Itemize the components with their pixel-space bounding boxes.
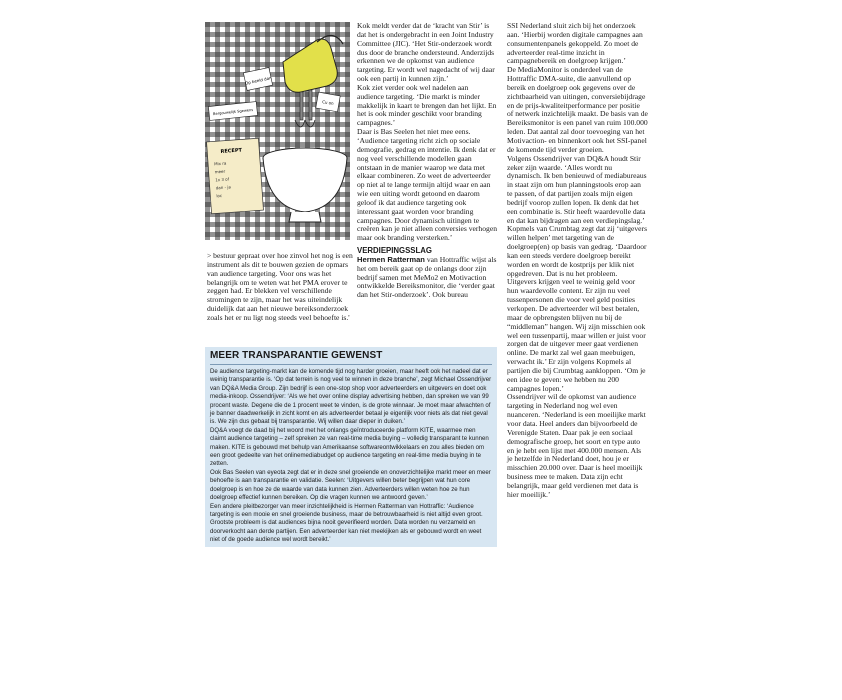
svg-text:Mix ra: Mix ra <box>213 160 227 167</box>
svg-text:dan - ja: dan - ja <box>215 184 231 191</box>
paragraph: Kopmels van Crumbtag zegt dat zij ‘uitgevers willen helpen’ met targeting van de doelgroep(en) op basis van gedrag. ‘Daardoor kan een steeds verdere doelgroep bereikt worden en wordt de kostprijs per klik niet opgedreven. Dat is nu het probleem. Uitgevers krijgen veel te weinig geld voor hun waardevolle content. Er zijn nu veel tussenpersonen die voor veel geld posities verkopen. De adverteerder wil best betalen, maar de opbrengsten blijven nu bij de “middleman” hangen. Wij zijn misschien ook wel een tussenpartij, maar willen er juist voor zorgen dat de uitgever meer gaat verdienen online. De markt zal wel gaan meebuigen, verwacht ik.’ Er zijn volgens Kopmels al partijen die bij Crumbtag aankloppen. ‘Om je een idee te geven: we hebben nu 200 campagnes lopen.’ <box>507 224 648 393</box>
box-title: MEER TRANSPARANTIE GEWENST <box>210 350 492 365</box>
svg-text:Op beeld dan: Op beeld dan <box>244 75 272 86</box>
paragraph: Kok ziet verder ook wel nadelen aan audience targeting. ‘Die markt is minder makkelijk in kaart te brengen dan het lijkt. En het is ook minder geschikt voor branding campagnes.’ <box>357 82 497 128</box>
svg-text:Cu on: Cu on <box>321 99 335 106</box>
box-paragraph: Een andere pleitbezorger van meer inzichtelijkheid is Hermen Ratterman van Hottraffic: ‘Audience targeting is een mooie en snel groeiende business, maar de betrouwbaarheid is niet altijd even groot. Grootste probleem is dat audiences bijna nooit geverifieerd worden. Data worden nu verzameld en doorverkocht aan derde partijen. Een adverteerder kan niet meekijken als er gebouwd wordt en weet niet of de goede audience wel wordt bereikt.’ <box>210 502 483 544</box>
subheading: VERDIEPINGSSLAG <box>357 246 432 256</box>
paragraph <box>357 256 497 300</box>
paragraph: > bestuur gepraat over hoe zinvol het nog is een instrument als dit te bouwen gezien de opmars van audience targeting. Voor ons was het belangrijk om te weten wat het PMA erover te zeggen had. Er blekken vel verschillende stromingen te zijn, maar het was uiteindelijk duidelijk dat aan het nieuwe bereiksonderzoek zoals het er nu ligt nog steeds veel behoefte is.' <box>207 251 353 322</box>
sticker-right <box>316 92 340 112</box>
article-column-left <box>207 252 353 323</box>
box-paragraph: DQ&A voegt de daad bij het woord met het onlangs geïntroduceerde platform KITE, waarmee men claimt audience targeting – zelf spreken ze van real-time media buying – volledig transparant te kunnen maken. KITE is gebouwd met behulp van Amerikaanse softwareontwikkelaars en zou alles bieden om een groot gedeelte van het onlinemediabudget op audience targeting en real-time media buying in te zetten. <box>210 426 489 468</box>
paragraph: SSI Nederland sluit zich bij het onderzoek aan. ‘Hierbij worden digitale campagnes aan consumentenpanels gekoppeld. Zo moet de adverteerder real-time inzicht in campagnebereik en doelgroep krijgen.’ <box>507 21 643 66</box>
paragraph: De MediaMonitor is onderdeel van de Hottraffic DMA-suite, die aanvullend op bereik en doelgroep ook gegevens over de zichtbaarheid van uitingen, conversiebijdrage en de prijs-kwaliteitperformance per positie of netwerk inzichtelijk maakt. De basis van de Bereiksmonitor is een panel van ruim 100.000 leden. Dat aantal zal door toevoeging van het Motivaction- en binnenkort ook het SSI-panel de komende tijd verder groeien. <box>507 65 648 154</box>
recipe-card <box>207 138 264 213</box>
svg-text:meer: meer <box>214 168 226 175</box>
article-column-right <box>507 22 648 500</box>
lead-name: Hermen Ratterman <box>357 254 425 264</box>
svg-text:Bergouwelijk Sgewens: Bergouwelijk Sgewens <box>212 107 254 117</box>
svg-text:RECEPT: RECEPT <box>220 147 243 155</box>
lead-text: van Hottraffic wijst als het om bereik gaat op de onlangs door zijn bedrijf samen met MeMo2 en Motivaction ontwikkelde Bereiksmonitor, die ‘verder gaat dan het Stir-onderzoek’. Ook bureau <box>357 254 497 300</box>
box-paragraph: Ook Bas Seelen van eyeota zegt dat er in deze snel groeiende en onoverzichtelijke markt meer en meer behoefte is aan transparantie en validatie. Seelen: ‘Uitgevers willen beter begrijpen wat hun core doelgroep is en hoe ze de waarde van data kunnen zien. Adverteerders willen weten hoe ze hun doelgroep effectief kunnen bereiken. Op die vragen kunnen we antwoord geven.’ <box>210 468 491 502</box>
box-paragraph: De audience targeting-markt kan de komende tijd nog harder groeien, maar heeft ook het nadeel dat er weinig transparantie is. ‘Op dat terrein is nog veel te winnen in deze branche’, zegt Michael Ossendrijver van DQ&A Media Group. Zijn bedrijf is een one-stop shop voor adverteerders en uitgevers en doet ook media-inkoop. Ossendrijver: ‘Als we het over online display advertising hebben, dan spreken we van 99 procent waste. Degene die de 1 procent weet te vinden, is de grote winnaar. Je moet maar afwachten of je banner daadwerkelijk in zicht komt en als adverteerder betaal je eigenlijk voor niets als dat niet geval is. We zijn dus gebaat bij transparantie. Wij willen daar dieper in duiken.’ <box>210 368 492 426</box>
svg-text:1x 3 of: 1x 3 of <box>215 176 230 183</box>
mixer-illustration <box>205 22 350 240</box>
paragraph: Volgens Ossendrijver van DQ&A houdt Stir zeker zijn waarde. ‘Alles wordt nu dynamisch. Ik ben benieuwd of mediabureaus in staat zijn om hun planningstools erop aan te passen, of dat partijen zoals mijn eigen bedrijf voorop zullen lopen. Ik denk dat het een combinatie is. Stir heeft waardevolle data en dat kan bijdragen aan een verdiepingslag.’ <box>507 153 647 225</box>
svg-text:loc: loc <box>216 192 223 199</box>
paragraph: Daar is Bas Seelen het niet mee eens. ‘Audience targeting richt zich op sociale demografie, gedrag en intentie. Ik denk dat er nog veel verschillende modellen gaan ontstaan in de manier waarop we data met elkaar combineren. Zo weet de adverteerder op niet al te lange termijn altijd waar en aan wie een uiting wordt getoond en daarom geloof ik dat audience targeting ook interessant gaat worden voor branding campagnes. Door dynamisch uitingen te creëren kan je niet alleen conversies verhogen maar ook branding versterken.’ <box>357 127 497 243</box>
box-body <box>210 368 492 545</box>
article-column-middle <box>357 22 497 300</box>
paragraph: Ossendrijver wil de opkomst van audience targeting in Nederland nog wel even nuanceren. ‘Nederland is een moeilijke markt voor data. Heel anders dan bijvoorbeeld de Verenigde Staten. Daar pak je een sociaal demografische groep, het soort en type auto en je hebt een lijst met 400.000 mensen. Als je hetzelfde in Nederland doet, hou je er misschien 20.000 over. Daar is heel moeilijk business mee te maken. Data zijn echt belangrijk, maar geld verdienen met data is hier moeilijk.’ <box>507 392 646 499</box>
sidebar-box <box>205 347 497 547</box>
paragraph: Kok meldt verder dat de ‘kracht van Stir’ is dat het is ondergebracht in een Joint Industry Committee (JIC). ‘Het Stir-onderzoek wordt dus door de branche ondersteund. Anderzijds erkennen we de opkomst van audience targeting. Er wordt wel nagedacht of wij daar ook een partij in kunnen zijn.’ <box>357 21 495 84</box>
